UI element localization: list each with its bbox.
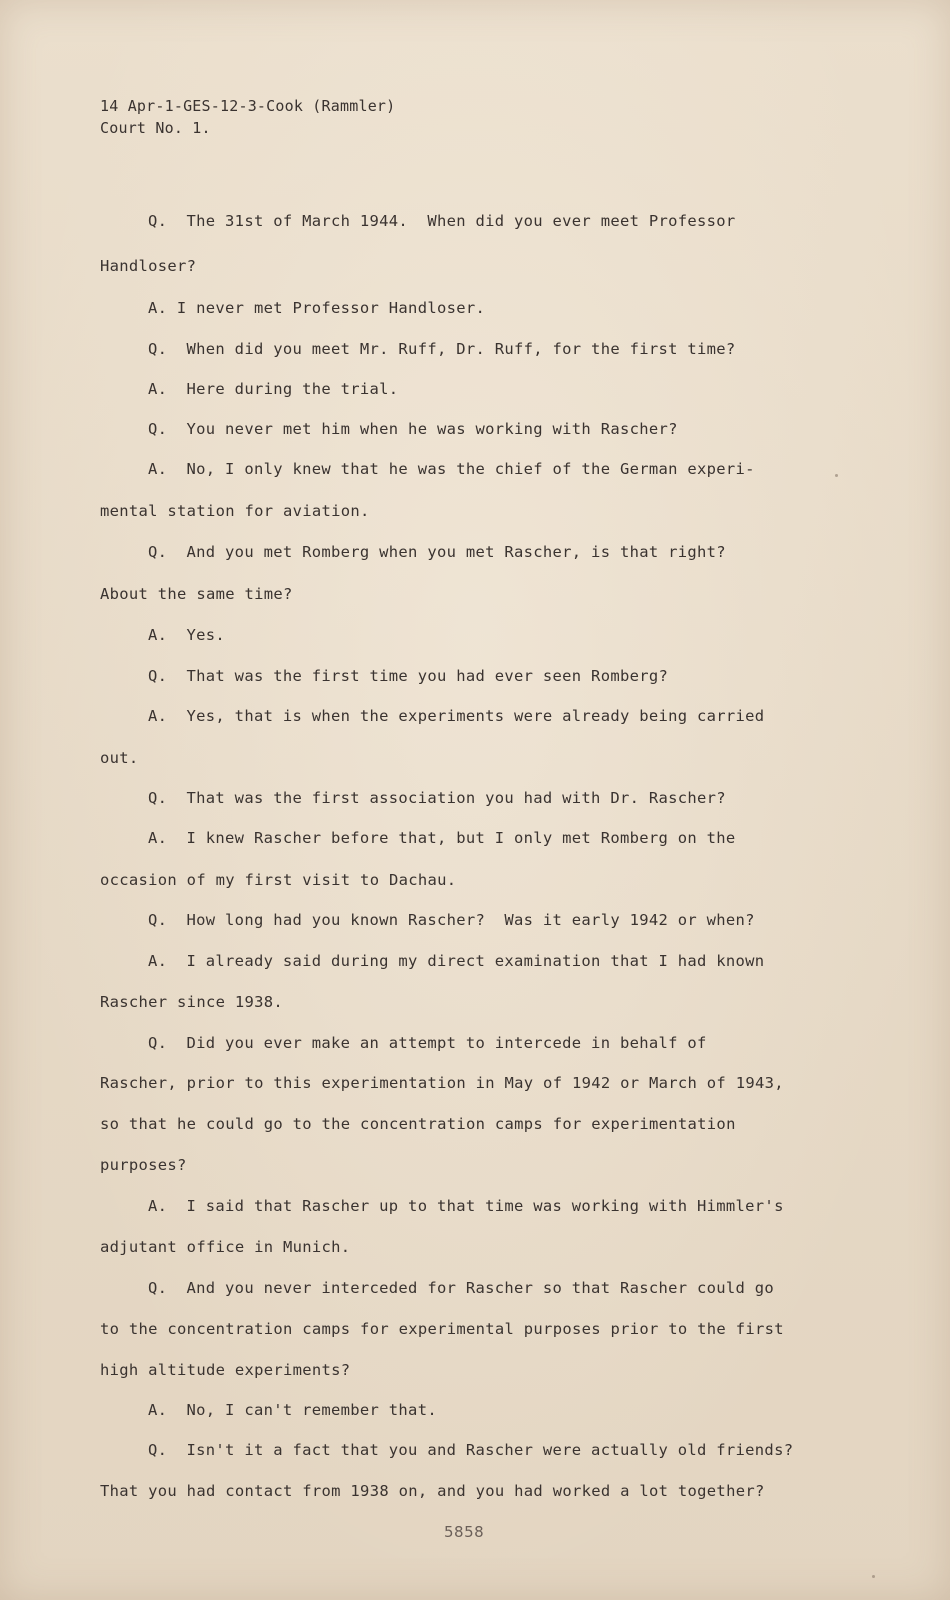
document-header bbox=[100, 95, 395, 139]
transcript-line: Rascher, prior to this experimentation in May of 1942 or March of 1943, bbox=[100, 1074, 784, 1092]
transcript-line: adjutant office in Munich. bbox=[100, 1238, 351, 1256]
transcript-line: purposes? bbox=[100, 1156, 187, 1174]
transcript-line: A. No, I only knew that he was the chief of the German experi- bbox=[148, 460, 755, 478]
header-court: Court No. 1. bbox=[100, 119, 211, 137]
transcript-line: to the concentration camps for experimental purposes prior to the first bbox=[100, 1320, 784, 1338]
transcript-line: A. I said that Rascher up to that time was working with Himmler's bbox=[148, 1197, 784, 1215]
transcript-line: Q. And you met Romberg when you met Rascher, is that right? bbox=[148, 543, 726, 561]
transcript-line: A. I knew Rascher before that, but I only met Romberg on the bbox=[148, 829, 736, 847]
transcript-line: A. Yes, that is when the experiments were already being carried bbox=[148, 707, 765, 725]
transcript-line: Q. When did you meet Mr. Ruff, Dr. Ruff, for the first time? bbox=[148, 340, 736, 358]
transcript-line: Q. You never met him when he was working with Rascher? bbox=[148, 420, 678, 438]
transcript-line: Q. How long had you known Rascher? Was it early 1942 or when? bbox=[148, 911, 755, 929]
page-number: 5858 bbox=[444, 1523, 485, 1541]
transcript-line: A. I already said during my direct examination that I had known bbox=[148, 952, 765, 970]
paper-speck bbox=[835, 474, 838, 477]
transcript-line: A. Yes. bbox=[148, 626, 226, 644]
transcript-line: About the same time? bbox=[100, 585, 293, 603]
paper-speck bbox=[872, 1575, 875, 1578]
transcript-line: That you had contact from 1938 on, and you had worked a lot together? bbox=[100, 1482, 765, 1500]
transcript-line: A. I never met Professor Handloser. bbox=[148, 299, 486, 317]
transcript-line: so that he could go to the concentration camps for experimentation bbox=[100, 1115, 736, 1133]
transcript-line: A. Here during the trial. bbox=[148, 380, 399, 398]
transcript-line: mental station for aviation. bbox=[100, 502, 370, 520]
transcript-line: out. bbox=[100, 749, 139, 767]
transcript-line: high altitude experiments? bbox=[100, 1361, 351, 1379]
header-reference: 14 Apr-1-GES-12-3-Cook (Rammler) bbox=[100, 97, 396, 115]
transcript-line: Handloser? bbox=[100, 257, 197, 275]
transcript-line: Q. That was the first time you had ever seen Romberg? bbox=[148, 667, 669, 685]
transcript-line: occasion of my first visit to Dachau. bbox=[100, 871, 457, 889]
transcript-line: Q. That was the first association you had with Dr. Rascher? bbox=[148, 789, 726, 807]
transcript-line: Q. And you never interceded for Rascher so that Rascher could go bbox=[148, 1279, 775, 1297]
transcript-line: Rascher since 1938. bbox=[100, 993, 284, 1011]
transcript-line: Q. The 31st of March 1944. When did you ever meet Professor bbox=[148, 212, 736, 230]
transcript-line: Q. Isn't it a fact that you and Rascher were actually old friends? bbox=[148, 1441, 794, 1459]
transcript-line: Q. Did you ever make an attempt to intercede in behalf of bbox=[148, 1034, 707, 1052]
transcript-line: A. No, I can't remember that. bbox=[148, 1401, 437, 1419]
